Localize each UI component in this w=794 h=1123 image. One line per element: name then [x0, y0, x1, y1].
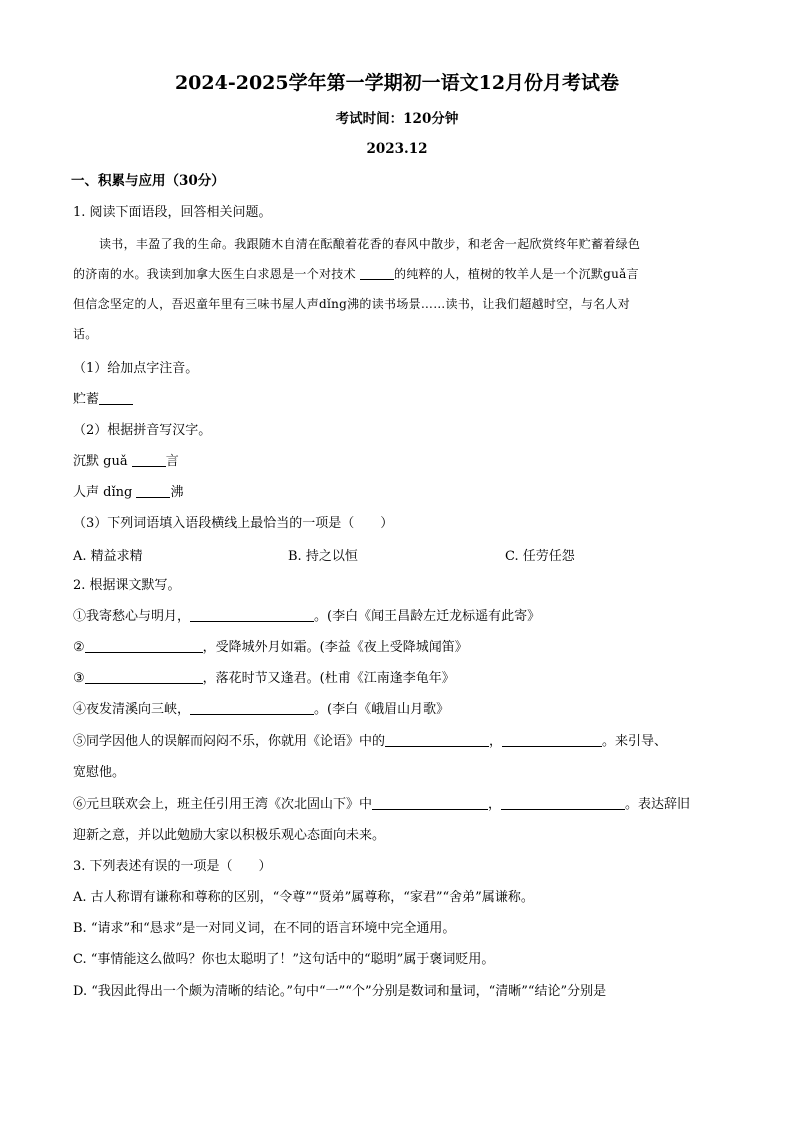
pinyin-item — [73, 452, 179, 472]
option-b[interactable]: B. “请求”和“恳求”是一对同义词，在不同的语言环境中完全通用。 — [73, 921, 456, 936]
recitation-line — [73, 700, 449, 720]
item-word: 沉默 guǎ — [73, 454, 128, 469]
answer-blank[interactable] — [132, 452, 166, 467]
passage-line: 话。 — [73, 327, 98, 341]
exam-time: 考试时间：120分钟 — [335, 111, 459, 127]
recitation-line: 迎新之意，并以此勉励大家以积极乐观心态面向未来。 — [73, 828, 386, 843]
answer-blank[interactable] — [85, 669, 203, 684]
line-text: ①我寄愁心与明月， — [73, 609, 191, 624]
line-text: ， — [489, 734, 503, 749]
answer-blank[interactable] — [190, 700, 314, 715]
option-a[interactable]: A. 精益求精 — [73, 549, 143, 564]
recitation-line: 宽慰他。 — [73, 765, 126, 780]
passage-line: 但信念坚定的人，吾迟童年里有三味书屋人声dǐng沸的读书场景……读书，让我们超越时空，与名人对 — [73, 297, 631, 311]
item-word: 言 — [165, 454, 179, 469]
sub-question-2: （2）根据拼音写汉字。 — [73, 423, 212, 438]
question-3-stem: 3. 下列表述有误的一项是（ ） — [73, 859, 272, 874]
line-text: ④夜发清溪向三峡， — [73, 702, 191, 717]
answer-blank[interactable] — [372, 795, 488, 810]
answer-blank[interactable] — [136, 483, 170, 498]
item-word: 人声 dǐng — [73, 485, 133, 500]
exam-date: 2023.12 — [366, 141, 428, 157]
line-text: 。表达辞旧 — [625, 797, 691, 812]
option-a[interactable]: A. 古人称谓有谦称和尊称的区别，“令尊”“贤弟”属尊称，“家君”“舍弟”属谦称。 — [73, 890, 534, 905]
line-text: ， — [488, 797, 502, 812]
recitation-line — [73, 669, 455, 689]
line-text: ，落花时节又逢君。(杜甫《江南逢李龟年》 — [202, 671, 455, 686]
line-text: ③ — [73, 671, 85, 686]
answer-blank[interactable] — [99, 390, 133, 405]
recitation-line — [73, 795, 690, 815]
question-2-stem: 2. 根据课文默写。 — [73, 578, 181, 593]
answer-blank[interactable] — [502, 732, 602, 747]
pinyin-item — [73, 483, 183, 503]
answer-blank[interactable] — [190, 607, 314, 622]
question-1-stem: 1. 阅读下面语段，回答相关问题。 — [73, 205, 272, 220]
line-text: ⑤同学因他人的误解而闷闷不乐，你就用《论语》中的 — [73, 734, 386, 749]
passage-line — [73, 259, 723, 289]
option-c[interactable]: C. 任劳任怨 — [505, 549, 575, 564]
item-word: 贮蓄 — [73, 392, 100, 407]
option-b[interactable]: B. 持之以恒 — [288, 549, 358, 564]
item-word: 沸 — [170, 485, 184, 500]
line-text: ⑥元旦联欢会上，班主任引用王湾《次北固山下》中 — [73, 797, 373, 812]
line-text: 。(李白《峨眉山月歌》 — [314, 702, 450, 717]
sub-question-1: （1）给加点字注音。 — [73, 361, 199, 376]
pinyin-item — [73, 390, 133, 410]
sub-question-3: （3）下列词语填入语段横线上最恰当的一项是（ ） — [73, 516, 394, 531]
answer-blank[interactable] — [501, 795, 625, 810]
recitation-line — [73, 732, 667, 752]
line-text: 。来引导、 — [602, 734, 668, 749]
answer-blank[interactable] — [85, 638, 203, 653]
option-c[interactable]: C. “事情能这么做吗？你也太聪明了！”这句话中的“聪明”属于褒词贬用。 — [73, 952, 495, 967]
section-heading: 一、积累与应用（30分） — [71, 173, 225, 189]
passage-line: 读书，丰盈了我的生命。我跟随木自清在酝酿着花香的春风中散步，和老舍一起欣赏终年贮蓄着绿色 — [99, 237, 641, 251]
recitation-line — [73, 607, 540, 627]
line-text: ② — [73, 640, 85, 655]
exam-title: 2024-2025学年第一学期初一语文12月份月考试卷 — [174, 72, 620, 94]
option-d[interactable]: D. “我因此得出一个颇为清晰的结论。”句中“一”“个”分别是数词和量词，“清晰”“结论”分别是 — [73, 984, 607, 999]
passage-text: 的纯粹的人，植树的牧羊人是一个沉默guǎ言 — [394, 267, 639, 281]
line-text: 。(李白《闻王昌龄左迁龙标遥有此寄》 — [314, 609, 541, 624]
reading-passage — [73, 229, 723, 349]
answer-blank[interactable] — [385, 732, 489, 747]
passage-text: 的济南的水。我读到加拿大医生白求恩是一个对技术 — [73, 267, 356, 281]
recitation-line — [73, 638, 468, 658]
line-text: ，受降城外月如霜。(李益《夜上受降城闻笛》 — [202, 640, 468, 655]
answer-blank[interactable] — [360, 265, 394, 280]
